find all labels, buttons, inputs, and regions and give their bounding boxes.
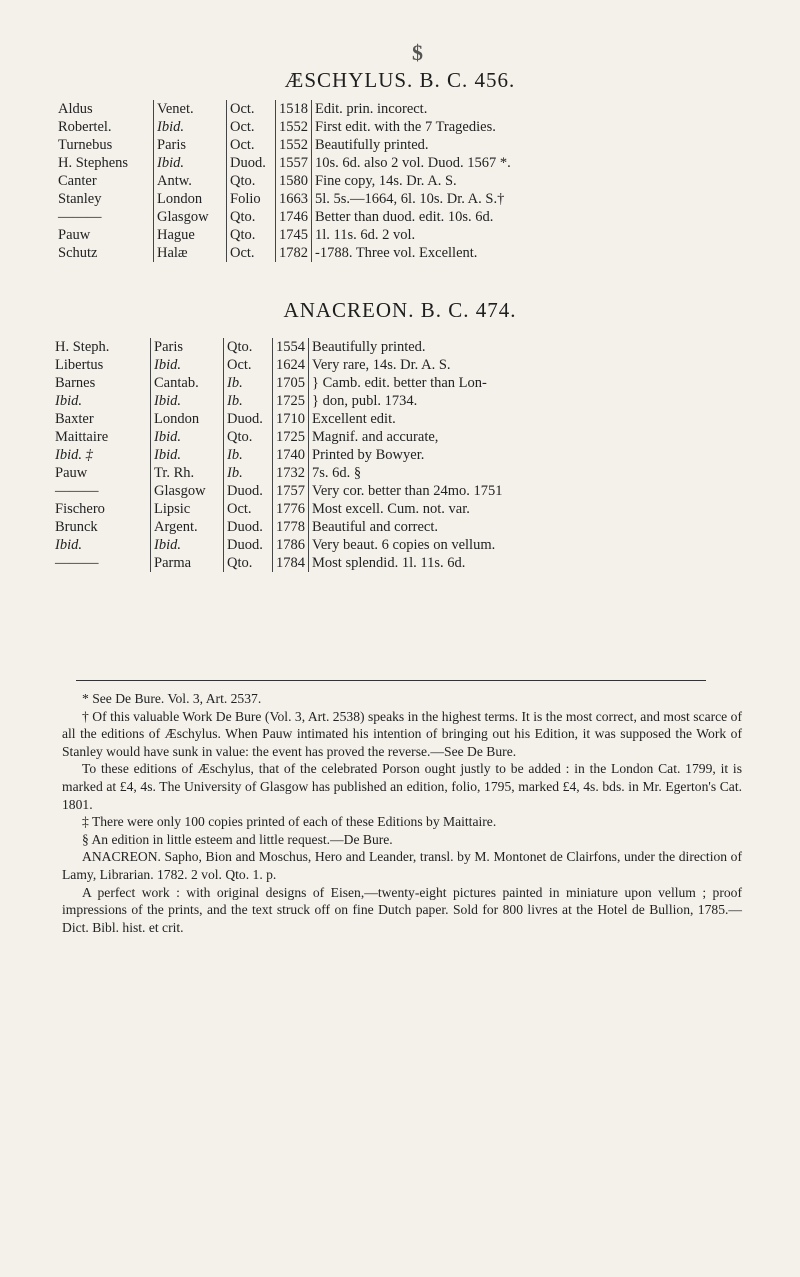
footnote-section: § An edition in little esteem and little request.—De Bure. [82, 831, 393, 847]
catalogue-row [52, 446, 505, 464]
format-cell: Duod. [224, 482, 273, 500]
format-cell: Oct. [227, 100, 276, 118]
format-cell: Qto. [224, 554, 273, 572]
remark-cell: Magnif. and accurate, [309, 428, 506, 446]
editor-cell: Pauw [58, 227, 91, 243]
footnote-rule [76, 680, 706, 681]
editor-cell: ——— [55, 483, 99, 499]
place-cell: Antw. [154, 172, 227, 190]
place-cell: London [154, 190, 227, 208]
year-cell: 1725 [273, 428, 309, 446]
aeschylus-heading: ÆSCHYLUS. B. C. 456. [284, 68, 516, 92]
remark-cell: -1788. Three vol. Excellent. [312, 244, 514, 262]
editor-cell: ——— [58, 209, 102, 225]
place-cell: Ibid. [151, 392, 224, 410]
year-cell: 1757 [273, 482, 309, 500]
format-cell: Duod. [227, 154, 276, 172]
place-cell: Argent. [151, 518, 224, 536]
anacreon-heading: ANACREON. B. C. 474. [283, 298, 517, 322]
editor-cell: H. Steph. [55, 339, 110, 355]
format-cell: Duod. [224, 518, 273, 536]
format-cell: Oct. [224, 356, 273, 374]
remark-cell: Very beaut. 6 copies on vellum. [309, 536, 506, 554]
catalogue-row [52, 338, 505, 356]
year-cell: 1710 [273, 410, 309, 428]
remark-cell: First edit. with the 7 Tragedies. [312, 118, 514, 136]
format-cell: Ib. [224, 392, 273, 410]
year-cell: 1725 [273, 392, 309, 410]
catalogue-row [52, 536, 505, 554]
remark-cell: Excellent edit. [309, 410, 506, 428]
catalogue-row [52, 374, 505, 392]
remark-cell: Better than duod. edit. 10s. 6d. [312, 208, 514, 226]
year-cell: 1624 [273, 356, 309, 374]
page-mark: $ [412, 40, 423, 65]
remark-cell: 7s. 6d. § [309, 464, 506, 482]
year-cell: 1554 [273, 338, 309, 356]
place-cell: Lipsic [151, 500, 224, 518]
place-cell: Ibid. [154, 154, 227, 172]
place-cell: Ibid. [151, 428, 224, 446]
catalogue-row [55, 100, 514, 118]
catalogue-row [55, 244, 514, 262]
format-cell: Duod. [224, 536, 273, 554]
editor-cell: Stanley [58, 191, 102, 207]
year-cell: 1776 [273, 500, 309, 518]
catalogue-row [52, 518, 505, 536]
editor-cell: Robertel. [58, 119, 112, 135]
place-cell: Venet. [154, 100, 227, 118]
catalogue-row [52, 464, 505, 482]
editor-cell: Brunck [55, 519, 98, 535]
catalogue-row [55, 154, 514, 172]
footnote-dagger: † Of this valuable Work De Bure (Vol. 3, Art. 2538) speaks in the highest terms. It is the most correct, and most scarce of all the editions of Æschylus. When Pauw intimated his intention of bringing out his Edition, it was supposed the Work of Stanley would have sunk in value: the event has proved the reverse.—See De Bure. [62, 708, 742, 759]
year-cell: 1557 [276, 154, 312, 172]
year-cell: 1518 [276, 100, 312, 118]
remark-cell: Most excell. Cum. not. var. [309, 500, 506, 518]
format-cell: Ib. [224, 464, 273, 482]
editor-cell: Maittaire [55, 429, 109, 445]
remark-cell: Most splendid. 1l. 11s. 6d. [309, 554, 506, 572]
format-cell: Qto. [227, 172, 276, 190]
format-cell: Oct. [227, 118, 276, 136]
format-cell: Qto. [227, 226, 276, 244]
editor-cell: Libertus [55, 357, 104, 373]
year-cell: 1782 [276, 244, 312, 262]
anacreon-translation-note: ANACREON. Sapho, Bion and Moschus, Hero and Leander, transl. by M. Montonet de Clairfons, under the direction of Lamy, Librarian. 1782. 2 vol. Qto. 1. p. [62, 849, 742, 882]
year-cell: 1778 [273, 518, 309, 536]
remark-cell: Beautiful and correct. [309, 518, 506, 536]
year-cell: 1705 [273, 374, 309, 392]
format-cell: Qto. [224, 428, 273, 446]
catalogue-row [52, 410, 505, 428]
year-cell: 1552 [276, 136, 312, 154]
remark-cell: Printed by Bowyer. [309, 446, 506, 464]
place-cell: Hague [154, 226, 227, 244]
format-cell: Duod. [224, 410, 273, 428]
editor-cell: Ibid. [55, 393, 82, 409]
catalogue-row [55, 118, 514, 136]
year-cell: 1786 [273, 536, 309, 554]
year-cell: 1745 [276, 226, 312, 244]
place-cell: Ibid. [151, 356, 224, 374]
place-cell: Glasgow [154, 208, 227, 226]
year-cell: 1663 [276, 190, 312, 208]
remark-cell: } Camb. edit. better than Lon- [309, 374, 506, 392]
place-cell: Parma [151, 554, 224, 572]
place-cell: Ibid. [151, 446, 224, 464]
place-cell: London [151, 410, 224, 428]
year-cell: 1740 [273, 446, 309, 464]
format-cell: Qto. [224, 338, 273, 356]
editor-cell: Ibid. ‡ [55, 447, 93, 463]
editor-cell: Ibid. [55, 537, 82, 553]
editor-cell: ——— [55, 555, 99, 571]
format-cell: Folio [227, 190, 276, 208]
catalogue-row [52, 428, 505, 446]
editor-cell: Canter [58, 173, 97, 189]
editor-cell: Aldus [58, 101, 93, 117]
footnote-star: * See De Bure. Vol. 3, Art. 2537. [82, 691, 262, 706]
editor-cell: H. Stephens [58, 155, 129, 171]
format-cell: Oct. [227, 244, 276, 262]
year-cell: 1746 [276, 208, 312, 226]
year-cell: 1784 [273, 554, 309, 572]
catalogue-row [52, 554, 505, 572]
editor-cell: Barnes [55, 375, 96, 391]
place-cell: Ibid. [151, 536, 224, 554]
footnote-porson: To these editions of Æschylus, that of the celebrated Porson ought justly to be added : in the London Cat. 1799, it is marked at £4, 4s. The University of Glasgow has published an edition, folio, 1795, marked £4, 4s. bds. in Mr. Egerton's Cat. 1801. [62, 761, 742, 812]
place-cell: Ibid. [154, 118, 227, 136]
remark-cell: Very rare, 14s. Dr. A. S. [309, 356, 506, 374]
place-cell: Halæ [154, 244, 227, 262]
catalogue-row [55, 172, 514, 190]
editor-cell: Pauw [55, 465, 88, 481]
place-cell: Tr. Rh. [151, 464, 224, 482]
catalogue-row [55, 208, 514, 226]
catalogue-row [52, 356, 505, 374]
remark-cell: Beautifully printed. [309, 338, 506, 356]
catalogue-row [52, 482, 505, 500]
editor-cell: Baxter [55, 411, 94, 427]
catalogue-row [55, 226, 514, 244]
remark-cell: } don, publ. 1734. [309, 392, 506, 410]
footnote-double-dagger: ‡ There were only 100 copies printed of each of these Editions by Maittaire. [82, 814, 497, 830]
format-cell: Oct. [227, 136, 276, 154]
catalogue-row [55, 136, 514, 154]
aeschylus-table [55, 100, 514, 262]
remark-cell: Edit. prin. incorect. [312, 100, 514, 118]
format-cell: Ib. [224, 374, 273, 392]
editor-cell: Fischero [55, 501, 105, 517]
editor-cell: Schutz [58, 245, 98, 261]
year-cell: 1552 [276, 118, 312, 136]
anacreon-description-note: A perfect work : with original designs of Eisen,—twenty-eight pictures painted in miniature upon vellum ; proof impressions of the prints, and the text struck off on fine Dutch paper. Sold for 800 livres at the Hotel de Bullion, 1785.—Dict. Bibl. hist. et crit. [62, 884, 742, 935]
catalogue-row [52, 392, 505, 410]
place-cell: Cantab. [151, 374, 224, 392]
remark-cell: 10s. 6d. also 2 vol. Duod. 1567 *. [312, 154, 514, 172]
remark-cell: 5l. 5s.—1664, 6l. 10s. Dr. A. S.† [312, 190, 514, 208]
year-cell: 1580 [276, 172, 312, 190]
place-cell: Paris [151, 338, 224, 356]
place-cell: Paris [154, 136, 227, 154]
catalogue-row [52, 500, 505, 518]
anacreon-table [52, 338, 505, 572]
editor-cell: Turnebus [58, 137, 113, 153]
catalogue-row [55, 190, 514, 208]
format-cell: Qto. [227, 208, 276, 226]
remark-cell: Beautifully printed. [312, 136, 514, 154]
footnotes [62, 690, 742, 936]
place-cell: Glasgow [151, 482, 224, 500]
year-cell: 1732 [273, 464, 309, 482]
format-cell: Oct. [224, 500, 273, 518]
format-cell: Ib. [224, 446, 273, 464]
remark-cell: Fine copy, 14s. Dr. A. S. [312, 172, 514, 190]
remark-cell: Very cor. better than 24mo. 1751 [309, 482, 506, 500]
remark-cell: 1l. 11s. 6d. 2 vol. [312, 226, 514, 244]
